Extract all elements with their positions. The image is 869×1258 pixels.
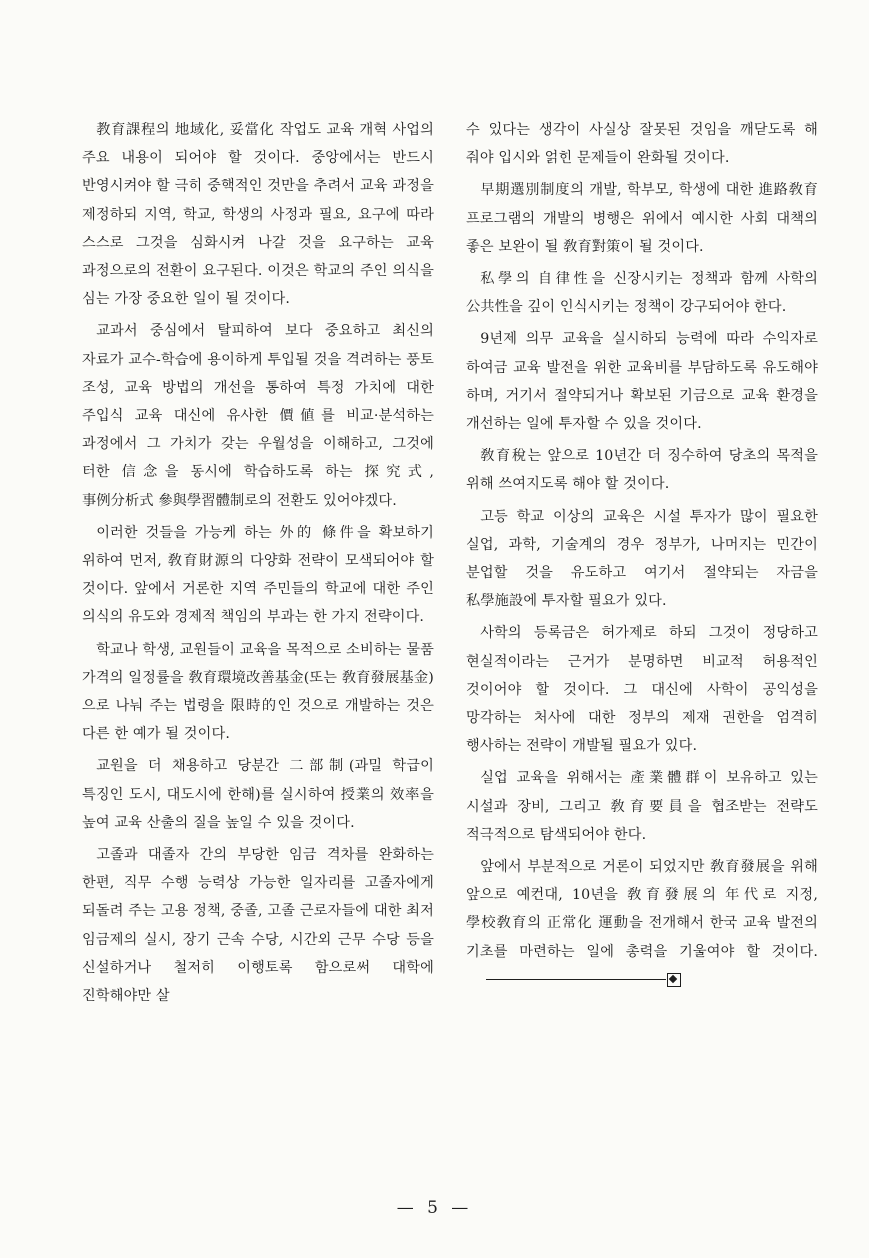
paragraph: 학교나 학생, 교원들이 교육을 목적으로 소비하는 물품 가격의 일정률을 敎育環境改善基金(또는 敎育發展基金)으로 나눠 주는 법령을 限時的인 것으로 개발하는 것은 다른 한 예가 될 것이다.: [82, 641, 434, 743]
paragraph-final: [466, 853, 818, 994]
paragraph: 教育課程의 地域化, 妥當化 작업도 교육 개혁 사업의 주요 내용이 되어야 할 것이다. 중앙에서는 반드시 반영시켜야 할 극히 중핵적인 것만을 추려서 교육 과정을 제정하되 지역, 학교, 학생의 사정과 필요, 요구에 따라 스스로 그것을 심화시켜 나갈 것을 요구하는 교육 과정으로의 전환이 요구된다. 이것은 학교의 주인 의식을 심는 가장 중요한 일이 될 것이다.: [82, 122, 434, 308]
right-column: [466, 116, 818, 998]
paragraph: 실업 교육을 위해서는 產業體群이 보유하고 있는 시설과 장비, 그리고 敎育要員을 협조받는 전략도 적극적으로 탐색되어야 한다.: [466, 770, 818, 843]
end-mark: [472, 966, 681, 994]
page-number: — 5 —: [396, 1198, 473, 1218]
left-column: [82, 116, 434, 1014]
paragraph: 교과서 중심에서 탈피하여 보다 중요하고 최신의 자료가 교수-학습에 용이하게 투입될 것을 격려하는 풍토 조성, 교육 방법의 개선을 통하여 특정 가치에 대한 주입식 교육 대신에 유사한 價値를 비교·분석하는 과정에서 그 가치가 갖는 우월성을 이해하고, 그것에 터한 信念을 동시에 학습하도록 하는 探究式, 事例分析式 參與學習體制로의 전환도 있어야겠다.: [82, 323, 434, 509]
paragraph: 早期選別制度의 개발, 학부모, 학생에 대한 進路敎育 프로그램의 개발의 병행은 위에서 예시한 사회 대책의 좋은 보완이 될 敎育對策이 될 것이다.: [466, 182, 818, 255]
paragraph-final-text: 앞에서 부분적으로 거론이 되었지만 敎育發展을 위해 앞으로 예컨대, 10년을 敎育發展의 年代로 지정, 學校敎育의 正常化 運動을 전개해서 한국 교육 발전의 기초를 마련하는 일에 총력을 기울여야 할 것이다.: [466, 859, 818, 960]
end-rule: [486, 979, 666, 980]
paragraph: 9년제 의무 교육을 실시하되 능력에 따라 수익자로 하여금 교육 발전을 위한 교육비를 부담하도록 유도해야 하며, 거기서 절약되거나 확보된 기금으로 교육 환경을 개선하는 일에 투자할 수 있을 것이다.: [466, 331, 818, 433]
paragraph: 교원을 더 채용하고 당분간 二部制(과밀 학급이 특징인 도시, 대도시에 한해)를 실시하여 授業의 效率을 높여 교육 산출의 질을 높일 수 있을 것이다.: [82, 758, 434, 831]
end-diamond-icon: [667, 973, 681, 987]
paragraph: 敎育稅는 앞으로 10년간 더 징수하여 당초의 목적을 위해 쓰여지도록 해야 할 것이다.: [466, 448, 818, 493]
paragraph: 사학의 등록금은 허가제로 하되 그것이 정당하고 현실적이라는 근거가 분명하면 비교적 허용적인 것이어야 할 것이다. 그 대신에 사학이 공익성을 망각하는 처사에 대한 정부의 제재 권한을 엄격히 행사하는 전략이 개발될 필요가 있다.: [466, 625, 818, 755]
paragraph: 고등 학교 이상의 교육은 시설 투자가 많이 필요한 실업, 과학, 기술계의 경우 정부가, 나머지는 민간이 분업할 것을 유도하고 여기서 절약되는 자금을 私學施設에 투자할 필요가 있다.: [466, 508, 818, 610]
paragraph: 이러한 것들을 가능케 하는 外的 條件을 확보하기 위하여 먼저, 敎育財源의 다양화 전략이 모색되어야 할 것이다. 앞에서 거론한 지역 주민들의 학교에 대한 주인 의식의 유도와 경제적 책임의 부과는 한 가지 전략이다.: [82, 524, 434, 626]
paragraph: 私學의 自律性을 신장시키는 정책과 함께 사학의 公共性을 깊이 인식시키는 정책이 강구되어야 한다.: [466, 271, 818, 316]
paragraph: 고졸과 대졸자 간의 부당한 임금 격차를 완화하는 한편, 직무 수행 능력상 가능한 일자리를 고졸자에게 되돌려 주는 고용 정책, 중졸, 고졸 근로자들에 대한 최저 임금제의 실시, 장기 근속 수당, 시간외 근무 수당 등을 신설하거나 철저히 이행토록 함으로써 대학에 진학해야만 살: [82, 847, 434, 1005]
paragraph-continued: 수 있다는 생각이 사실상 잘못된 것임을 깨닫도록 해 줘야 입시와 얽힌 문제들이 완화될 것이다.: [466, 122, 818, 167]
